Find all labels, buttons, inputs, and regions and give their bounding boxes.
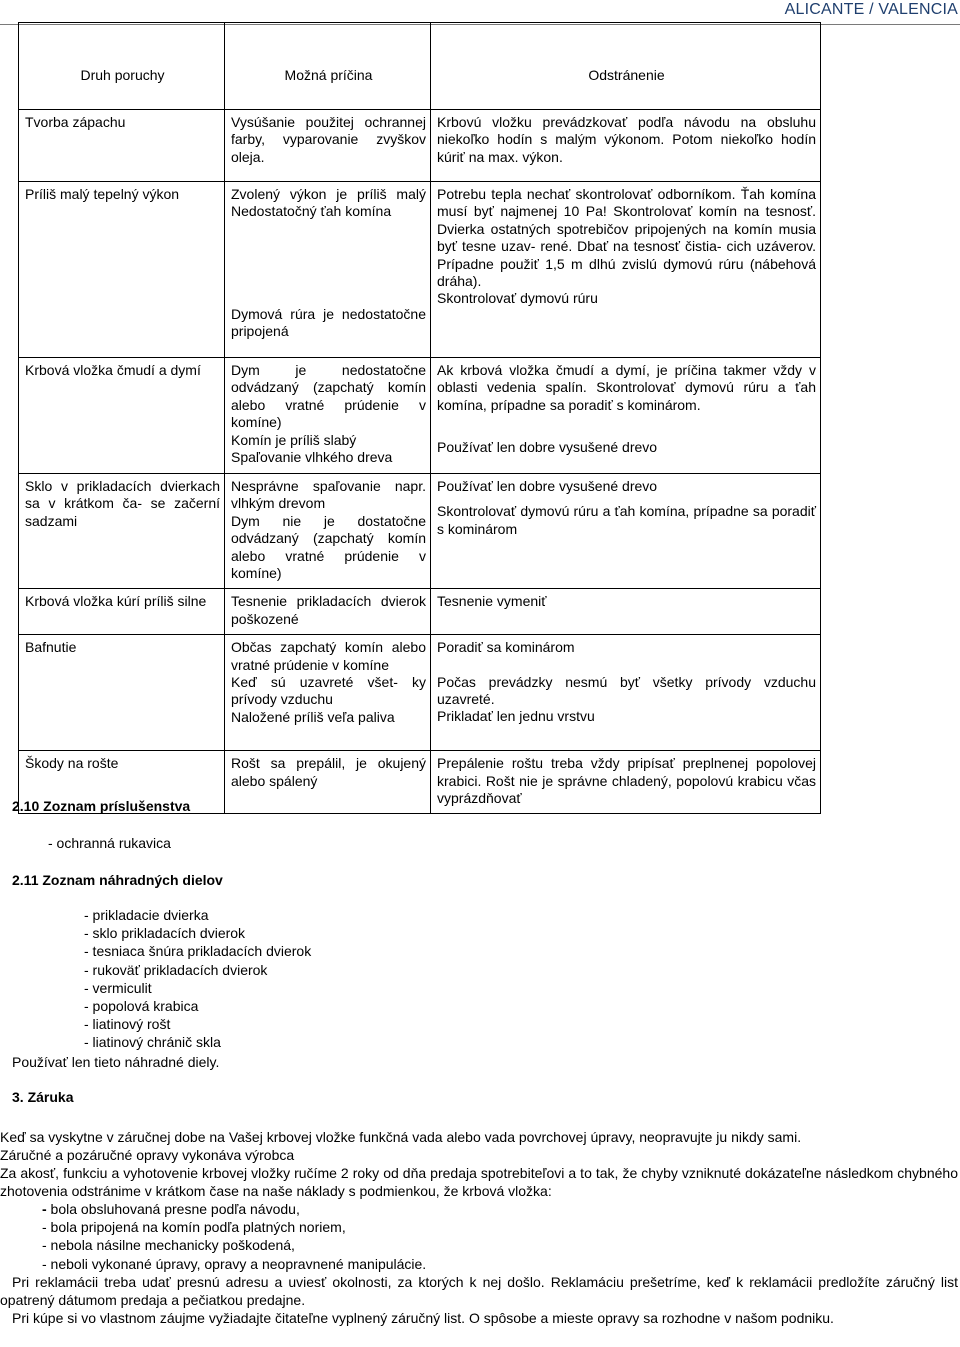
cause-line: Občas zapchatý komín alebo vratné prúdenie v komíne [231, 639, 426, 673]
accessories-list [48, 834, 171, 852]
list-item: - prikladacie dvierka [84, 907, 209, 923]
column-header-cause: Možná príčina [225, 23, 431, 110]
list-item: - ochranná rukavica [48, 835, 171, 851]
warranty-title: 3. Záruka [12, 1089, 74, 1105]
table-row [19, 589, 821, 635]
spare-parts-note: Používať len tieto náhradné diely. [12, 1054, 220, 1070]
cell-cause [225, 635, 431, 751]
cell-fix [431, 635, 821, 751]
list-item: - liatinový chránič skla [84, 1034, 221, 1051]
cell-fix [431, 182, 821, 358]
column-header-fix: Odstránenie [431, 23, 821, 110]
fix-line: Ak krbová vložka čmudí a dymí, je príčina takmer vždy v oblasti vedenia spalín. Skontrolovať dymovú rúru a ťah komína, prípadne sa poradiť s kominárom. [437, 362, 816, 413]
cell-fault: Krbová vložka kúrí príliš silne [19, 589, 225, 635]
cell-fault: Tvorba zápachu [19, 110, 225, 182]
cause-line: Naložené príliš veľa paliva [231, 708, 395, 725]
header-brand: ALICANTE / VALENCIA [784, 1, 958, 18]
cause-line: Dym je nedostatočne odvádzaný (zapchatý komín alebo vratné prúdenie v komíne) [231, 362, 426, 431]
table-row [19, 358, 821, 474]
cell-fault: Krbová vložka čmudí a dymí [19, 358, 225, 474]
cell-cause [225, 182, 431, 358]
troubleshooting-table [18, 22, 821, 814]
cell-cause: Rošt sa prepálil, je okujený alebo spálený [225, 751, 431, 814]
cause-line: Keď sú uzavreté všet- ky prívody vzduchu [231, 674, 426, 708]
list-item: - vermiculit [84, 979, 152, 996]
list-item: - rukoväť prikladacích dvierok [84, 961, 268, 978]
cell-fault: Príliš malý tepelný výkon [19, 182, 225, 358]
list-item: - tesniaca šnúra prikladacích dvierok [84, 943, 312, 960]
cell-fix: Prepálenie roštu treba vždy pripísať preplnenej popolovej krabici. Rošt nie je správne chladený, popolovú krabicu včas vyprázdňovať [431, 751, 821, 814]
warranty-paragraph: Pri reklamácii treba udať presnú adresu a uviesť okolnosti, za ktorých k nej došlo. Reklamáciu prešetríme, keď k reklamácii predložíte záručný list opatrený dátumom predaja a pečiatkou predajne. [0, 1274, 958, 1309]
cause-line: Dym nie je dostatočne odvádzaný (zapchatý komín alebo vratné prúdenie v komíne) [231, 512, 426, 582]
cell-fix [431, 474, 821, 589]
warranty-paragraph: Pri kúpe si vo vlastnom záujme vyžiadajte čitateľne vyplnený záručný list. O spôsobe a mieste opravy sa rozhodne v našom podniku. [12, 1310, 834, 1326]
table-row [19, 110, 821, 182]
cell-fix: Tesnenie vymeniť [431, 589, 821, 635]
fix-line: Počas prevádzky nesmú byť všetky prívody vzduchu uzavreté. [437, 673, 816, 708]
cell-cause: Vysúšanie použitej ochrannej farby, vyparovanie zvyškov oleja. [225, 110, 431, 182]
table-row [19, 474, 821, 589]
list-text: bola obsluhovaná presne podľa návodu, [46, 1201, 300, 1217]
spare-parts-list [84, 906, 311, 1052]
fix-line: Prikladať len jednu vrstvu [437, 708, 595, 725]
list-item: - neboli vykonané úpravy, opravy a neopravnené manipulácie. [42, 1255, 427, 1272]
cell-cause [225, 474, 431, 589]
warranty-paragraph: Záručné a pozáručné opravy vykonáva výrobca [0, 1147, 295, 1163]
fix-line: Používať len dobre vysušené drevo [437, 439, 658, 456]
fix-line: Potrebu tepla nechať skontrolovať odborníkom. Ťah komína musí byť najmenej 10 Pa! Skontrolovať komín na tesnosť. Dvierka ostatných spotrebičov pripojených na komín musia byť tesne uzav- rené. Dbať na tesnosť čistia- cich uzáverov. Prípadne použiť 1,5 m dlhú zvislú dymovú rúru (nábehová dráha). [437, 186, 816, 290]
list-item: - liatinový rošt [84, 1016, 171, 1033]
list-item: - nebola násilne mechanicky poškodená, [42, 1237, 295, 1254]
fix-line: Poradiť sa kominárom [437, 639, 575, 656]
cell-cause: Tesnenie prikladacích dvierok poškozené [225, 589, 431, 635]
table-row [19, 635, 821, 751]
fix-line: Skontrolovať dymovú rúru [437, 290, 598, 307]
cell-fix [431, 358, 821, 474]
fix-line: Používať len dobre vysušené drevo [437, 478, 658, 494]
cell-fix: Krbovú vložku prevádzkovať podľa návodu na obsluhu niekoľko hodín s malým výkonom. Potom niekoľko hodín kúriť na max. výkon. [431, 110, 821, 182]
cell-fault: Škody na rošte [19, 751, 225, 814]
list-item [42, 1200, 426, 1218]
cell-fault: Bafnutie [19, 635, 225, 751]
list-dash: - [42, 1201, 47, 1217]
column-header-fault: Druh poruchy [19, 23, 225, 110]
cause-line: Nesprávne spaľovanie napr. vlhkým drevom [231, 478, 426, 512]
list-item: - bola pripojená na komín podľa platných noriem, [42, 1219, 346, 1236]
list-item: - sklo prikladacích dvierok [84, 925, 246, 942]
cell-cause [225, 358, 431, 474]
accessories-title: 2.10 Zoznam príslušenstva [12, 798, 191, 814]
warranty-conditions [42, 1200, 426, 1273]
cause-line: Dymová rúra je nedostatočne pripojená [231, 305, 426, 340]
warranty-paragraph: Keď sa vyskytne v záručnej dobe na Vašej krbovej vložke funkčná vada alebo vada povrchovej úpravy, neopravujte ju nikdy sami. [0, 1129, 802, 1145]
cell-fault: Sklo v prikladacích dvierkach sa v krátkom ča- se začerní sadzami [19, 474, 225, 589]
warranty-paragraph: Za akosť, funkciu a vyhotovenie krbovej vložky ručíme 2 roky od dňa predaja spotrebiteľovi a to tak, že chyby vzniknuté dokázateľne následkom chybného zhotovenia odstránime v krátkom čase na naše náklady s podmienkou, že krbová vložka: [0, 1165, 958, 1200]
table-row [19, 182, 821, 358]
spare-parts-title: 2.11 Zoznam náhradných dielov [12, 872, 223, 888]
cause-line: Spaľovanie vlhkého dreva [231, 449, 393, 466]
list-item: - popolová krabica [84, 998, 199, 1015]
fix-line: Skontrolovať dymovú rúru a ťah komína, prípadne sa poradiť s kominárom [437, 503, 816, 537]
table-header-row [19, 23, 821, 110]
cause-line: Zvolený výkon je príliš malý Nedostatočný ťah komína [231, 186, 426, 220]
cause-line: Komín je príliš slabý [231, 431, 357, 448]
